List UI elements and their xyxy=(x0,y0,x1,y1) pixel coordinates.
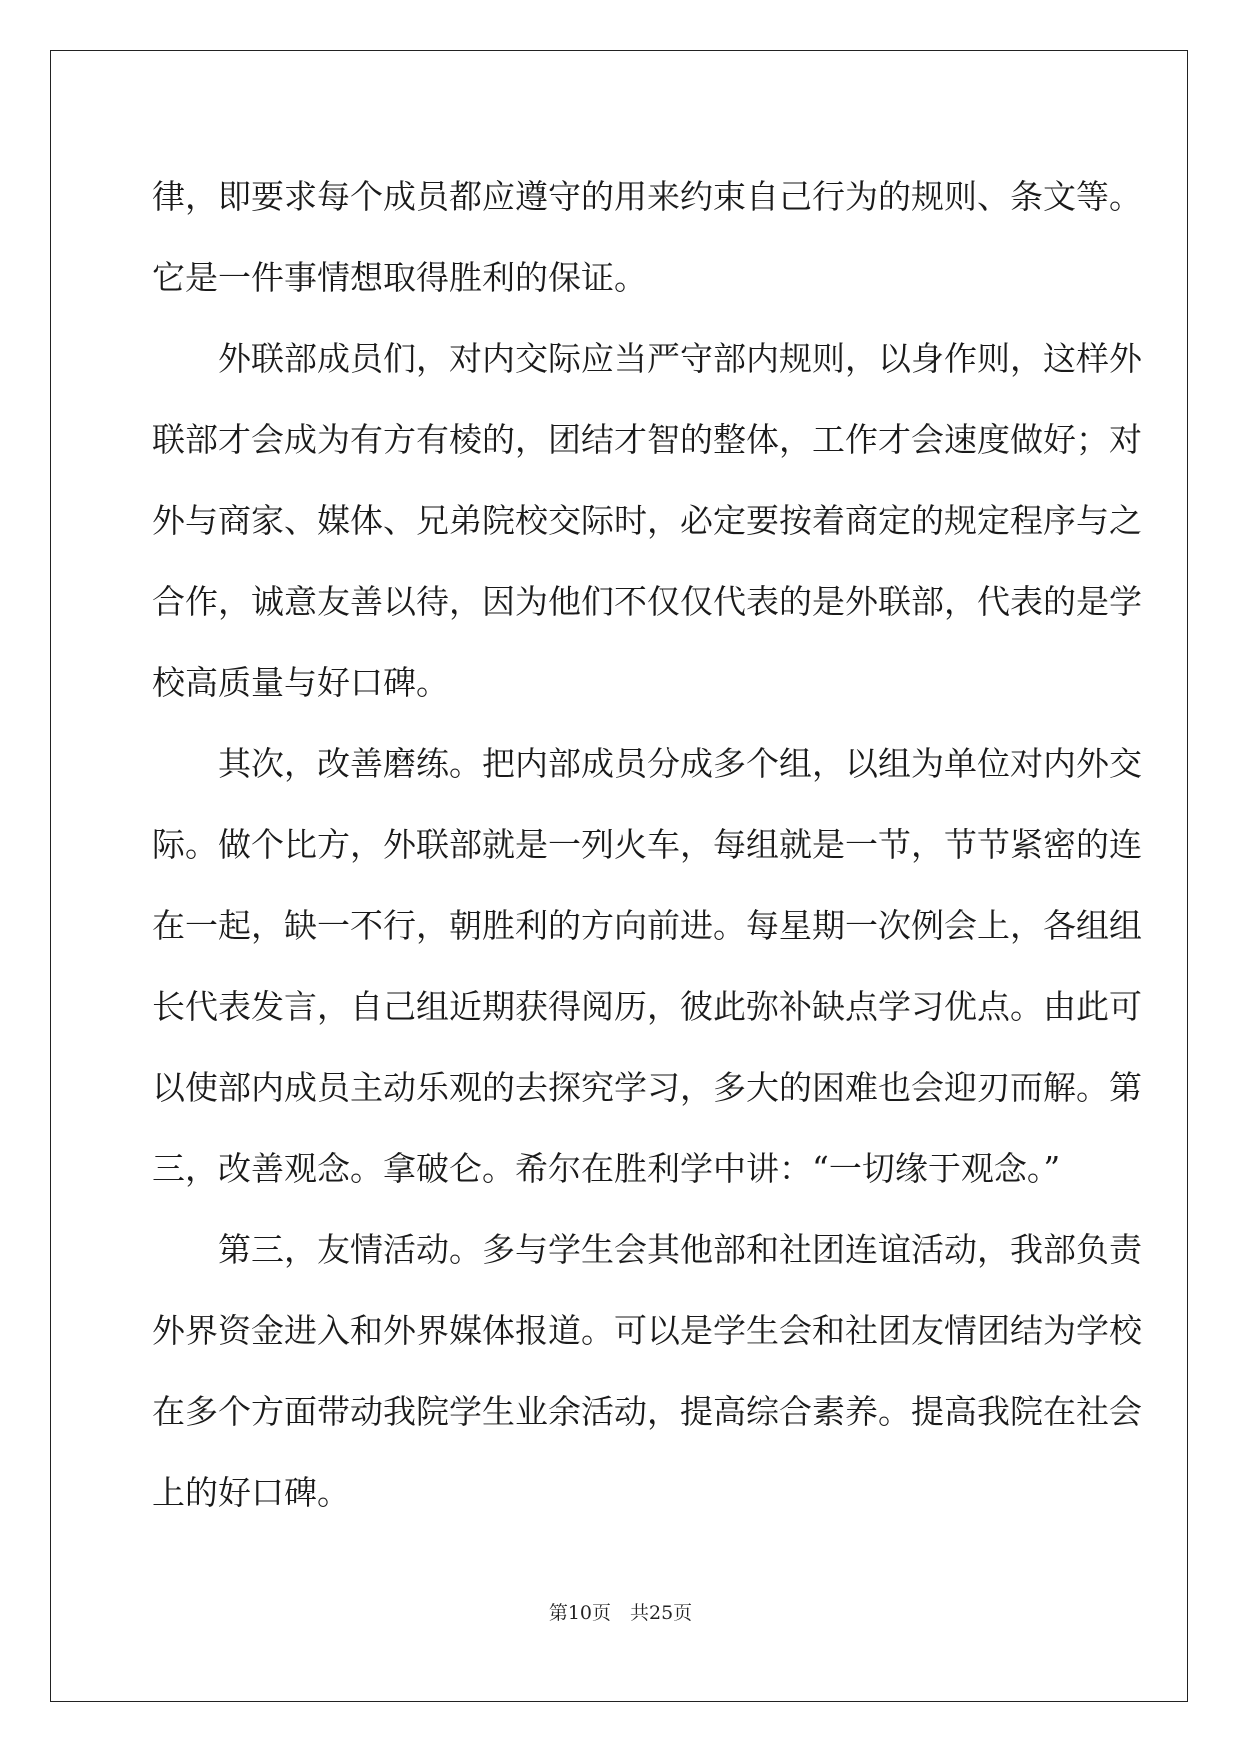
page-number-footer: 第10页 共25页 xyxy=(548,1602,693,1624)
text-line: 合作，诚意友善以待，因为他们不仅仅代表的是外联部，代表的是学 xyxy=(152,582,1142,621)
text-line: 外界资金进入和外界媒体报道。可以是学生会和社团友情团结为学校 xyxy=(152,1311,1142,1350)
text-line: 长代表发言，自己组近期获得阅历，彼此弥补缺点学习优点。由此可 xyxy=(152,987,1142,1026)
text-line: 校高质量与好口碑。 xyxy=(152,663,449,702)
text-line: 以使部内成员主动乐观的去探究学习，多大的困难也会迎刃而解。第 xyxy=(152,1068,1142,1107)
text-line: 外联部成员们，对内交际应当严守部内规则，以身作则，这样外 xyxy=(152,339,1142,378)
text-line: 律，即要求每个成员都应遵守的用来约束自己行为的规则、条文等。 xyxy=(152,177,1142,216)
text-line: 在一起，缺一不行，朝胜利的方向前进。每星期一次例会上，各组组 xyxy=(152,906,1142,945)
text-line: 它是一件事情想取得胜利的保证。 xyxy=(152,258,647,297)
text-line: 三，改善观念。拿破仑。希尔在胜利学中讲：“一切缘于观念。” xyxy=(152,1149,1061,1188)
text-line: 际。做个比方，外联部就是一列火车，每组就是一节，节节紧密的连 xyxy=(152,825,1142,864)
text-line: 联部才会成为有方有棱的，团结才智的整体，工作才会速度做好；对 xyxy=(152,420,1142,459)
text-line: 外与商家、媒体、兄弟院校交际时，必定要按着商定的规定程序与之 xyxy=(152,501,1142,540)
text-line: 上的好口碑。 xyxy=(152,1473,350,1512)
document-body xyxy=(152,156,1142,1533)
text-line: 在多个方面带动我院学生业余活动，提高综合素养。提高我院在社会 xyxy=(152,1392,1142,1431)
text-line: 其次，改善磨练。把内部成员分成多个组，以组为单位对内外交 xyxy=(152,744,1142,783)
text-line: 第三，友情活动。多与学生会其他部和社团连谊活动，我部负责 xyxy=(152,1230,1142,1269)
